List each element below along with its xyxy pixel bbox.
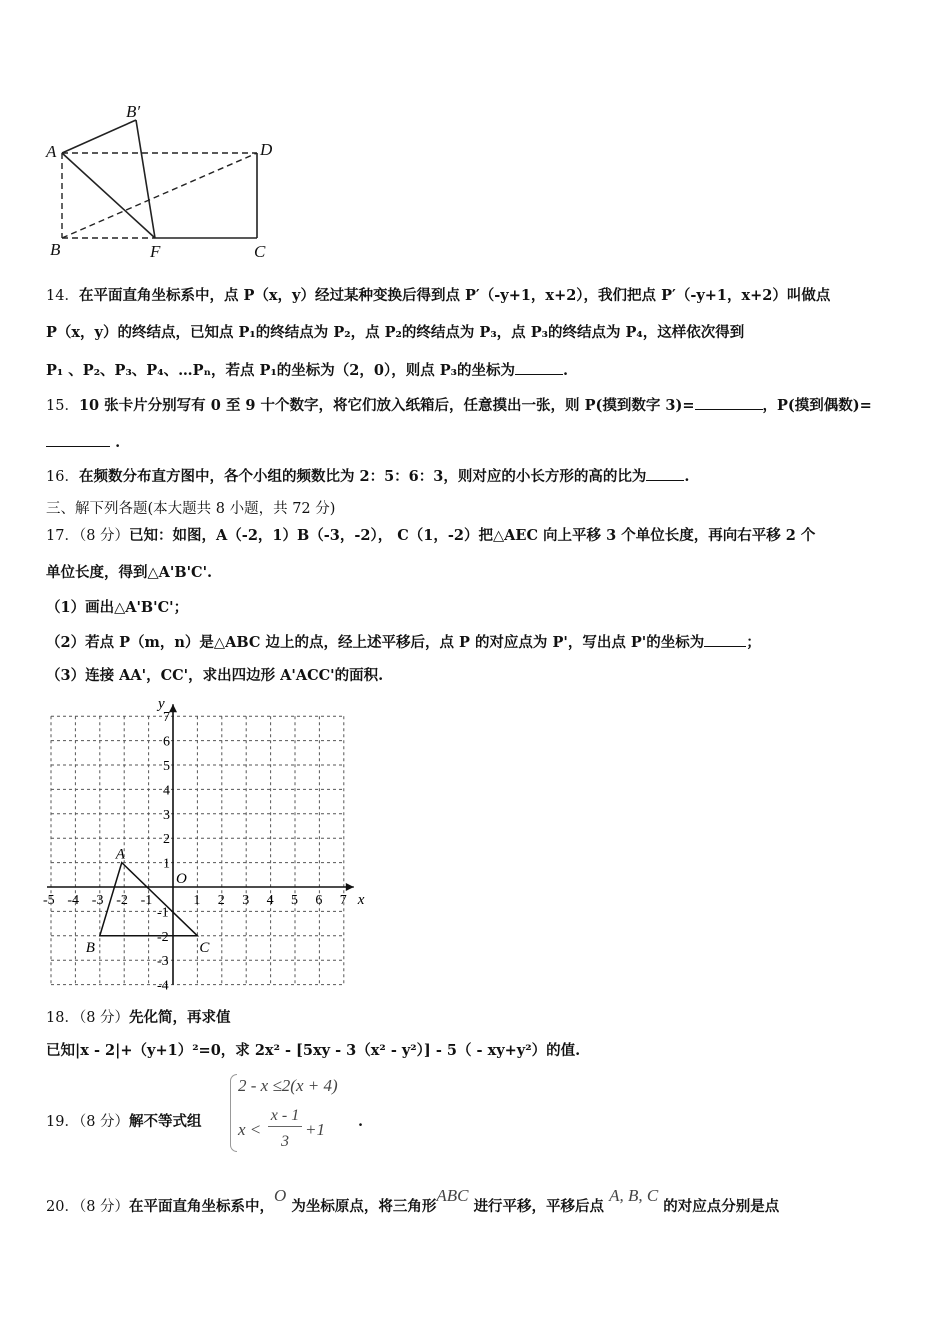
x-tick-label: -1 <box>140 893 153 908</box>
q17-text: 已知：如图，A（-2，1）B（-3，-2）， C（1，-2）把△AEC 向上平移 3 个单位长度，再向右平移 2 个 <box>129 527 816 544</box>
fraction-denominator: 3 <box>281 1133 289 1150</box>
answer-blank[interactable] <box>704 632 746 647</box>
q15-text: 10 张卡片分别写有 0 至 9 十个数字，将它们放入纸箱后，任意摸出一张，则 P(摸到数字 3)= <box>78 397 695 414</box>
q19-line <box>46 1112 202 1132</box>
q19-text: 解不等式组 <box>129 1113 202 1130</box>
q-number: 15． <box>46 398 79 414</box>
label-A: A <box>46 142 57 161</box>
x-tick-label: 2 <box>217 893 225 908</box>
math-O: O <box>274 1186 287 1205</box>
x-tick-label: 3 <box>242 893 250 908</box>
q18-line2: 已知|x - 2|+（y+1）²=0，求 2x² - [5xy - 3（x² - y²）] - 5（ - xy+y²）的值. <box>46 1042 581 1059</box>
x-tick-label: -5 <box>43 893 55 908</box>
fraction-numerator: x - 1 <box>268 1106 302 1127</box>
x-tick-label: 6 <box>315 893 323 908</box>
q14-line2: P（x，y）的终结点，已知点 P₁的终结点为 P₂，点 P₂的终结点为 P₃，点 P₃的终结点为 P₄，这样依次得到 <box>46 324 745 341</box>
y-axis-label: y <box>158 696 165 713</box>
y-tick-label: 2 <box>163 832 170 848</box>
label-B: B <box>50 240 61 259</box>
period: . <box>563 362 569 379</box>
q20-line <box>46 1186 780 1217</box>
q-number: 18．（8 分） <box>46 1010 130 1026</box>
q17-sub3: （3）连接 AA'，CC'，求出四边形 A'ACC'的面积. <box>46 667 384 684</box>
period: . <box>115 434 121 451</box>
label-D: D <box>260 140 273 159</box>
section-title: 三、解下列各题(本大题共 8 小题，共 72 分) <box>46 501 336 517</box>
inequality-2-rhs: +1 <box>305 1120 325 1139</box>
y-tick-label: 3 <box>163 807 170 823</box>
label-C: C <box>254 242 266 261</box>
q20-text: 在平面直角坐标系中， <box>129 1198 275 1215</box>
x-axis-arrow <box>346 883 354 891</box>
semicolon: ； <box>746 634 761 651</box>
period: . <box>684 468 690 485</box>
q-number: 17．（8 分） <box>46 528 130 544</box>
answer-blank[interactable] <box>515 360 563 375</box>
x-tick-label: -3 <box>91 893 104 908</box>
y-tick-label: -2 <box>157 929 169 945</box>
q-number: 16． <box>46 469 79 485</box>
q16-text: 在频数分布直方图中，各个小组的频数比为 2：5：6：3，则对应的小长方形的高的比为 <box>78 468 647 485</box>
inequality-1: 2 - x ≤2(x + 4) <box>238 1076 338 1095</box>
point-C-label: C <box>199 939 210 956</box>
q18-title: 先化简，再求值 <box>129 1009 231 1026</box>
label-B-prime: B′ <box>126 102 141 121</box>
y-tick-label: 1 <box>163 856 170 872</box>
q18-line1 <box>46 1008 231 1028</box>
y-tick-label: -3 <box>157 954 169 970</box>
x-tick-label: 1 <box>193 893 201 908</box>
y-tick-label: 7 <box>163 710 170 726</box>
x-tick-label: 4 <box>266 893 274 908</box>
y-tick-label: 5 <box>163 759 170 774</box>
x-tick-label: 5 <box>291 893 298 908</box>
x-tick-label: 7 <box>339 893 347 908</box>
coordinate-grid <box>0 0 400 1000</box>
y-tick-label: 4 <box>163 783 170 799</box>
q17-line2: 单位长度，得到△A'B'C'. <box>46 564 213 581</box>
q14-text: 在平面直角坐标系中，点 P（x，y）经过某种变换后得到点 P′（-y+1，x+2），我们把点 P′（-y+1，x+2）叫做点 <box>78 287 831 304</box>
point-A-label: A <box>115 846 125 863</box>
x-axis-label: x <box>357 892 365 908</box>
q-number: 20．（8 分） <box>46 1199 130 1215</box>
y-tick-label: -1 <box>157 905 169 921</box>
point-B-label: B <box>85 939 95 956</box>
math-ABC: ABC <box>436 1186 469 1205</box>
q20-text: 进行平移，平移后点 <box>473 1198 605 1215</box>
q17-sub2-text: （2）若点 P（m，n）是△ABC 边上的点，经上述平移后，点 P 的对应点为 P'，写出点 P'的坐标为 <box>46 634 705 651</box>
q17-sub1: （1）画出△A'B'C'； <box>46 599 189 616</box>
answer-blank[interactable] <box>695 395 763 410</box>
x-tick-label: -4 <box>67 893 80 908</box>
q14-text3: P₁ 、P₂、P₃、P₄、…Pₙ，若点 P₁的坐标为（2，0），则点 P₃的坐标为 <box>46 362 516 379</box>
inequality-2-lhs: x < <box>238 1120 262 1139</box>
y-tick-label: 6 <box>163 734 170 750</box>
label-F: F <box>150 242 161 261</box>
y-axis-arrow <box>169 704 177 712</box>
math-ABC-points: A, B, C <box>609 1186 659 1205</box>
q-number: 19．（8 分） <box>46 1114 130 1130</box>
period: . <box>358 1113 364 1130</box>
y-tick-label: -4 <box>157 978 169 994</box>
brace <box>230 1074 237 1152</box>
q20-text: 为坐标原点，将三角形 <box>291 1198 437 1215</box>
q15-text2: ，P(摸到偶数)= <box>762 397 872 414</box>
q-number: 14． <box>46 288 79 304</box>
q20-text: 的对应点分别是点 <box>663 1198 780 1215</box>
origin-label: O <box>176 871 187 887</box>
x-tick-label: -2 <box>116 893 128 908</box>
answer-blank[interactable] <box>646 466 684 481</box>
